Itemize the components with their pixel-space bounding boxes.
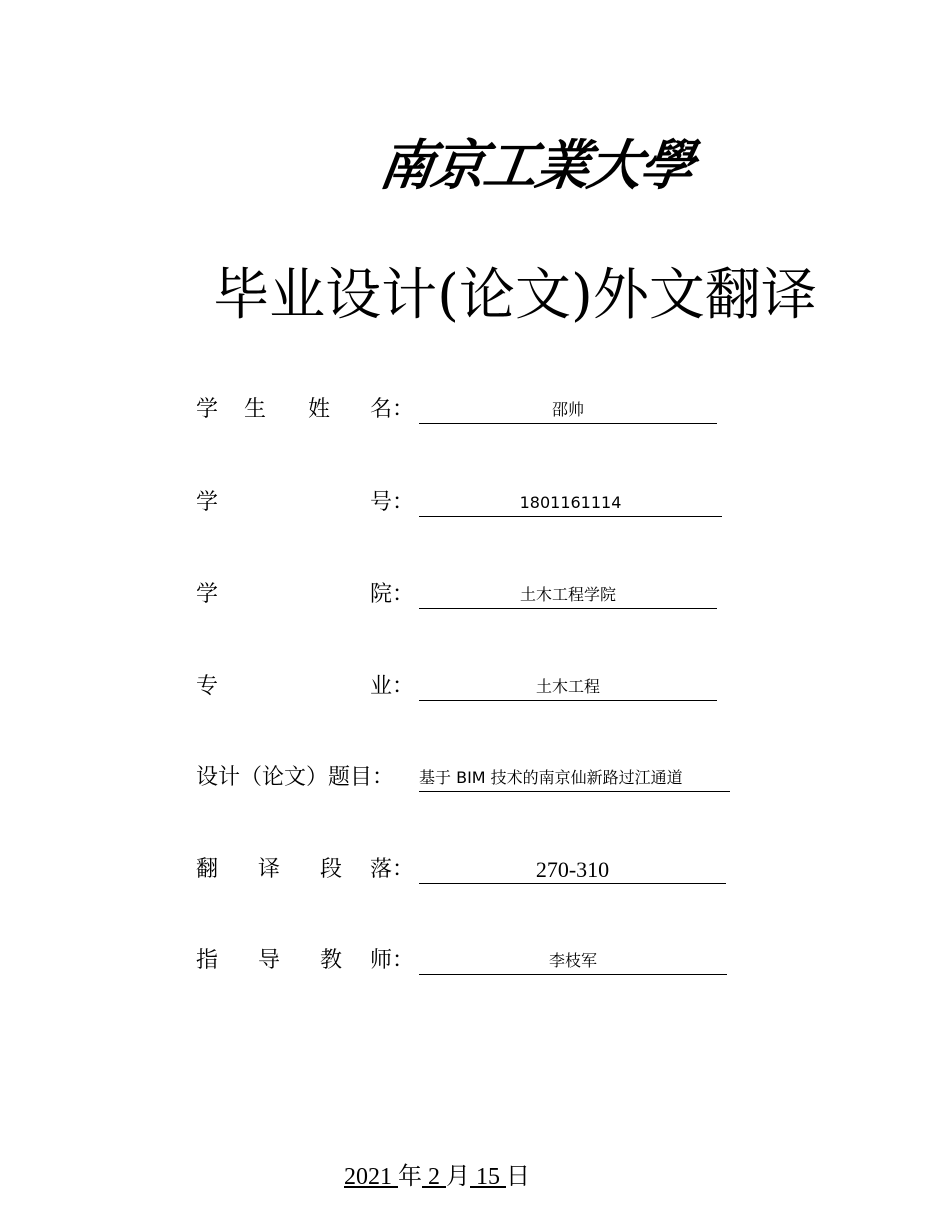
- date-year: 2021: [344, 1164, 392, 1190]
- translation-section-value: 270-310: [419, 855, 726, 884]
- document-date: [344, 1162, 530, 1192]
- university-logo: 南京工業大學: [375, 133, 697, 197]
- supervisor-value: 李枝军: [419, 946, 727, 975]
- field-label: 设计（论文）题目：: [196, 765, 395, 790]
- major-value: 土木工程: [419, 672, 717, 701]
- date-day: 15: [476, 1164, 500, 1190]
- student-id-value: 1801161114: [419, 488, 722, 517]
- thesis-topic-value: 基于 BIM 技术的南京仙新路过江通道: [419, 763, 730, 792]
- date-day-unit: 日: [506, 1164, 530, 1190]
- date-month-unit: 月: [446, 1164, 470, 1190]
- document-title: 毕业设计(论文)外文翻译: [213, 263, 817, 328]
- school-value: 土木工程学院: [419, 580, 717, 609]
- date-month: 2: [428, 1164, 440, 1190]
- date-year-unit: 年: [398, 1164, 422, 1190]
- student-name-value: 邵帅: [419, 395, 717, 424]
